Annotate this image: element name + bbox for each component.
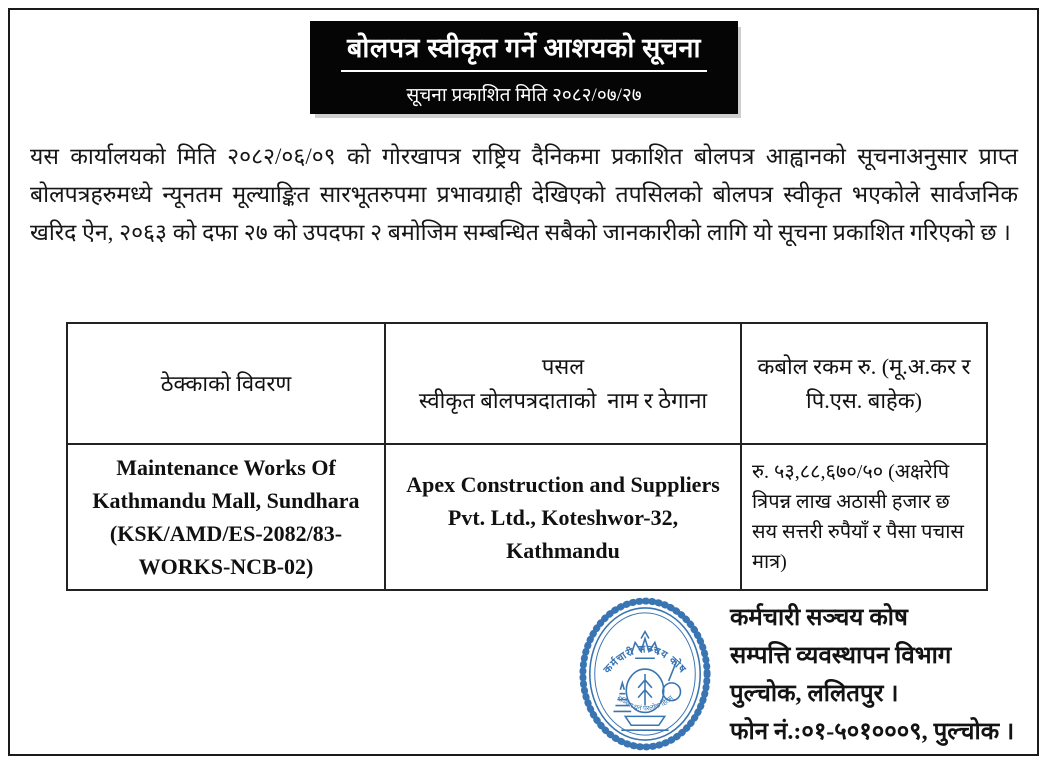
seal-bottom-text: सञ्चित धनं परलोक हितम् [615,694,675,713]
award-table [66,322,988,591]
organization-department: सम्पत्ति व्यवस्थापन विभाग [730,643,952,669]
bidder-column-header [385,323,741,444]
svg-text:कर्मचारी सञ्चय कोष [601,644,688,677]
notice-title: बोलपत्र स्वीकृत गर्ने आशयको सूचना [341,28,707,72]
notice-body-paragraph: यस कार्यालयको मिति २०८२/०६/०९ को गोरखापत्र राष्ट्रिय दैनिकमा प्रकाशित बोलपत्र आह्वानको सूचनाअनुसार प्राप्त बोलपत्रहरुमध्ये न्यूनतम मूल्याङ्कित सारभूतरुपमा प्रभावग्राही देखिएको तपसिलको बोलपत्र स्वीकृत भएकोले सार्वजनिक खरिद ऐन, २०६३ को दफा २७ को उपदफा २ बमोजिम सम्बन्धित सबैको जानकारीको लागि यो सूचना प्रकाशित गरिएको छ । [30,144,1018,245]
organization-name: कर्मचारी सञ्चय कोष [730,605,908,631]
header-row [67,323,987,444]
award-table-body [67,444,987,590]
organization-seal-icon [576,595,714,753]
contract-description-cell: Maintenance Works Of Kathmandu Mall, Sundhara (KSK/AMD/ES-2082/83-WORKS-NCB-02) [67,444,385,590]
organization-block [730,599,1014,751]
amount-column-header: कबोल रकम रु. (मू.अ.कर र पि.एस. बाहेक) [741,323,987,444]
organization-address: पुल्चोक, ललितपुर । [730,681,899,707]
bidder-name-cell: Apex Construction and Suppliers Pvt. Ltd., Koteshwor-32, Kathmandu [385,444,741,590]
bidder-header-line1: पसल [541,353,585,379]
seal-top-text: कर्मचारी सञ्चय कोष [602,644,688,676]
award-table-header [67,323,987,444]
notice-published-date: सूचना प्रकाशित मिति २०८२/०७/२७ [406,85,642,106]
notice-banner [310,21,738,114]
kalasha-vase-icon [613,632,680,731]
organization-phone: फोन नं.:०१-५०१०००९, पुल्चोक । [730,719,1015,745]
bid-amount-cell: रु. ५३,८८,६७०/५० (अक्षरेपि त्रिपन्न लाख अठासी हजार छ सय सत्तरी रुपैयाँ र पैसा पचास मात्र) [741,444,987,590]
bidder-header-line2: स्वीकृत बोलपत्रदाताको नाम र ठेगाना [418,387,708,413]
table-row [67,444,987,590]
contract-column-header: ठेक्काको विवरण [67,323,385,444]
